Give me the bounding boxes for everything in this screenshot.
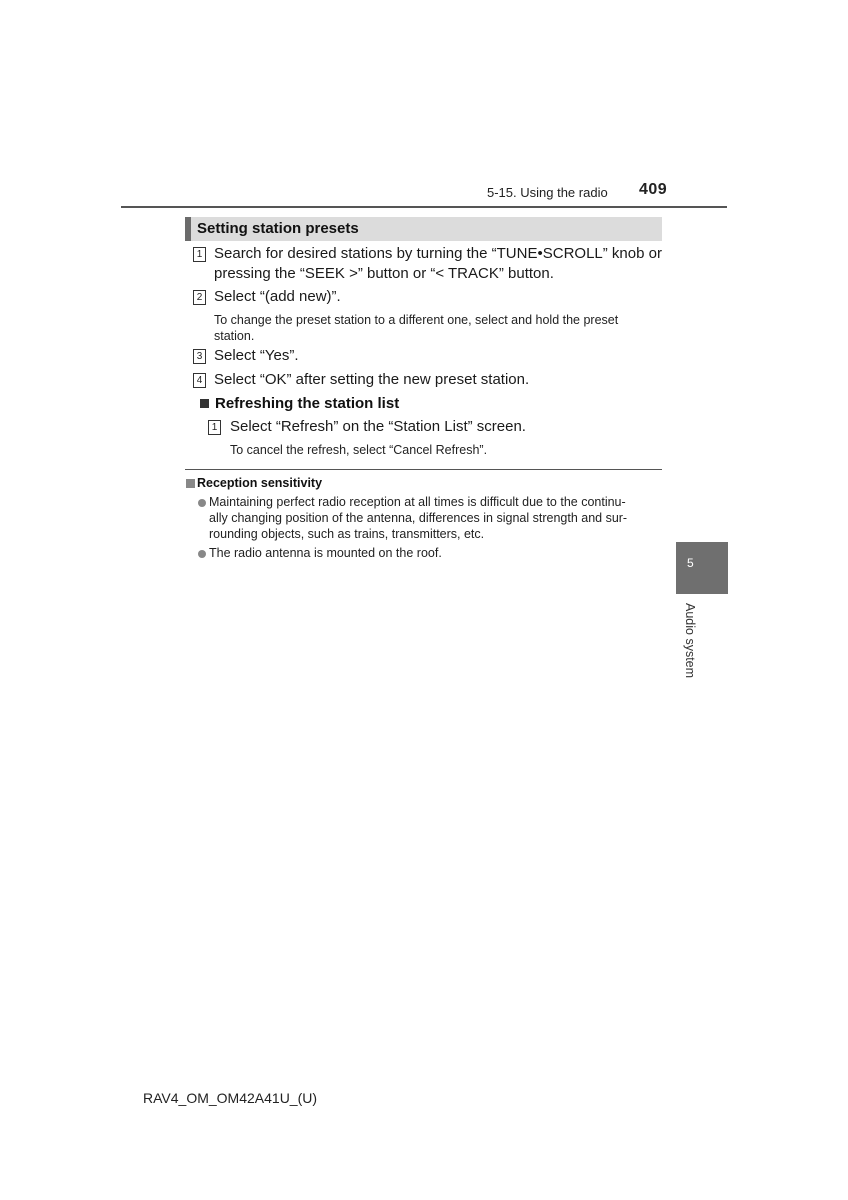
subsection-square-marker [200,399,209,408]
step-number-box: 1 [208,420,221,435]
step-text-line: pressing the “SEEK >” button or “< TRACK” button. [214,265,554,282]
bullet-text-line: ally changing position of the antenna, differences in signal strength and sur- [209,511,628,525]
step-text-line: Select “Refresh” on the “Station List” screen. [230,418,526,435]
page-number: 409 [639,181,668,198]
bullet-text-line: Maintaining perfect radio reception at all times is difficult due to the continu- [209,495,626,509]
chapter-title: Audio system [683,603,697,679]
step-text-line: Select “(add new)”. [214,288,341,305]
info-title: Reception sensitivity [197,476,323,490]
header-divider [121,206,727,208]
bullet-text-line: The radio antenna is mounted on the roof. [209,546,442,560]
bullet-dot [198,550,206,558]
section-title: Setting station presets [197,220,359,237]
step-number-box: 2 [193,290,206,305]
step-text-line: Select “Yes”. [214,347,299,364]
chapter-tab [676,542,728,594]
section-heading-bar [185,217,662,241]
subsection-title: Refreshing the station list [215,395,400,412]
header-section-title: 5-15. Using the radio [487,185,608,200]
step-note-line: To change the preset station to a different one, select and hold the preset [214,313,619,327]
step-number-box: 1 [193,247,206,262]
info-square-marker [186,479,195,488]
info-divider [185,469,662,470]
step-note-line: To cancel the refresh, select “Cancel Refresh”. [230,443,488,457]
step-number-box: 4 [193,373,206,388]
bullet-text-line: rounding objects, such as trains, transmitters, etc. [209,527,485,541]
chapter-number: 5 [687,556,694,570]
step-text-line: Search for desired stations by turning the “TUNE•SCROLL” knob or [214,245,662,262]
footer-document-code: RAV4_OM_OM42A41U_(U) [143,1090,318,1106]
step-number-box: 3 [193,349,206,364]
section-heading-accent [185,217,191,241]
bullet-dot [198,499,206,507]
step-text-line: Select “OK” after setting the new preset station. [214,371,530,388]
step-note-line: station. [214,329,255,343]
